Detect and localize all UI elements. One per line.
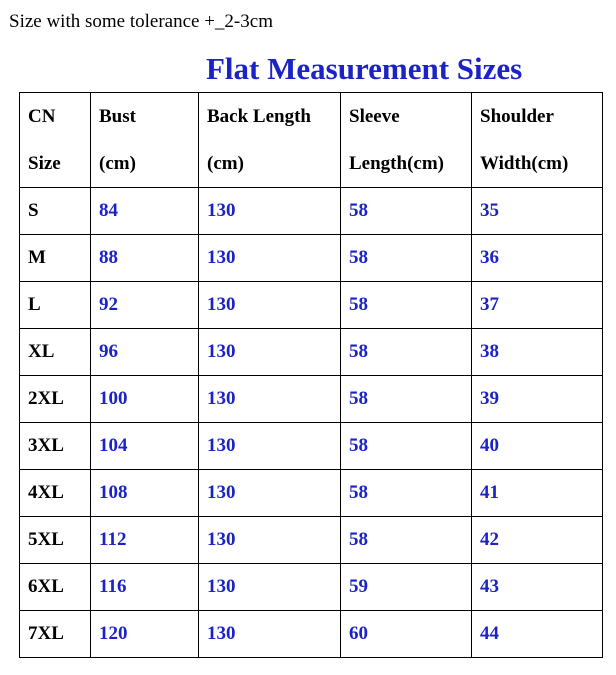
table-row — [20, 329, 603, 376]
header-cell — [199, 93, 341, 188]
measurement-cell: 58 — [341, 282, 472, 329]
size-label-cell: S — [20, 188, 91, 235]
measurement-cell: 58 — [341, 188, 472, 235]
measurement-cell: 58 — [341, 376, 472, 423]
header-line: Bust — [99, 106, 136, 127]
measurement-cell: 58 — [341, 235, 472, 282]
measurement-cell: 40 — [472, 423, 603, 470]
measurement-cell: 130 — [199, 282, 341, 329]
measurement-cell: 120 — [91, 611, 199, 658]
measurement-cell: 96 — [91, 329, 199, 376]
header-line: Length(cm) — [349, 153, 444, 174]
measurement-cell: 58 — [341, 423, 472, 470]
table-row — [20, 470, 603, 517]
header-line: Size — [28, 153, 61, 174]
size-label-cell: 5XL — [20, 517, 91, 564]
header-cell — [91, 93, 199, 188]
size-label-cell: 3XL — [20, 423, 91, 470]
measurement-cell: 130 — [199, 611, 341, 658]
measurement-cell: 38 — [472, 329, 603, 376]
header-cell — [341, 93, 472, 188]
tolerance-note: Size with some tolerance +_2-3cm — [9, 11, 273, 32]
measurement-cell: 43 — [472, 564, 603, 611]
measurement-cell: 39 — [472, 376, 603, 423]
measurement-cell: 130 — [199, 188, 341, 235]
header-cell — [472, 93, 603, 188]
measurement-cell: 84 — [91, 188, 199, 235]
measurement-cell: 58 — [341, 517, 472, 564]
measurement-cell: 37 — [472, 282, 603, 329]
measurement-cell: 88 — [91, 235, 199, 282]
measurement-cell: 108 — [91, 470, 199, 517]
table-row — [20, 188, 603, 235]
table-row — [20, 235, 603, 282]
measurement-cell: 41 — [472, 470, 603, 517]
measurement-cell: 92 — [91, 282, 199, 329]
table-row — [20, 282, 603, 329]
measurement-cell: 130 — [199, 423, 341, 470]
measurement-cell: 130 — [199, 235, 341, 282]
size-label-cell: 4XL — [20, 470, 91, 517]
measurement-cell: 42 — [472, 517, 603, 564]
measurement-cell: 35 — [472, 188, 603, 235]
measurement-cell: 130 — [199, 517, 341, 564]
measurement-cell: 36 — [472, 235, 603, 282]
measurement-cell: 100 — [91, 376, 199, 423]
size-table — [19, 92, 603, 658]
measurement-cell: 60 — [341, 611, 472, 658]
table-row — [20, 423, 603, 470]
page-title: Flat Measurement Sizes — [206, 51, 523, 86]
measurement-cell: 58 — [341, 470, 472, 517]
header-line: Back Length — [207, 106, 311, 127]
header-line: Sleeve — [349, 106, 400, 127]
measurement-cell: 44 — [472, 611, 603, 658]
size-label-cell: L — [20, 282, 91, 329]
header-line: Width(cm) — [480, 153, 569, 174]
header-line: (cm) — [99, 153, 136, 174]
size-label-cell: 2XL — [20, 376, 91, 423]
table-row — [20, 376, 603, 423]
measurement-cell: 116 — [91, 564, 199, 611]
size-label-cell: 7XL — [20, 611, 91, 658]
header-line: CN — [28, 106, 56, 127]
measurement-cell: 130 — [199, 564, 341, 611]
measurement-cell: 130 — [199, 329, 341, 376]
measurement-cell: 130 — [199, 376, 341, 423]
table-row — [20, 564, 603, 611]
measurement-cell: 130 — [199, 470, 341, 517]
measurement-cell: 104 — [91, 423, 199, 470]
header-line: Shoulder — [480, 106, 554, 127]
measurement-cell: 58 — [341, 329, 472, 376]
table-row — [20, 517, 603, 564]
measurement-cell: 112 — [91, 517, 199, 564]
size-label-cell: XL — [20, 329, 91, 376]
table-row — [20, 611, 603, 658]
header-line: (cm) — [207, 153, 244, 174]
header-cell — [20, 93, 91, 188]
header-row — [20, 93, 603, 188]
measurement-cell: 59 — [341, 564, 472, 611]
size-label-cell: M — [20, 235, 91, 282]
size-label-cell: 6XL — [20, 564, 91, 611]
